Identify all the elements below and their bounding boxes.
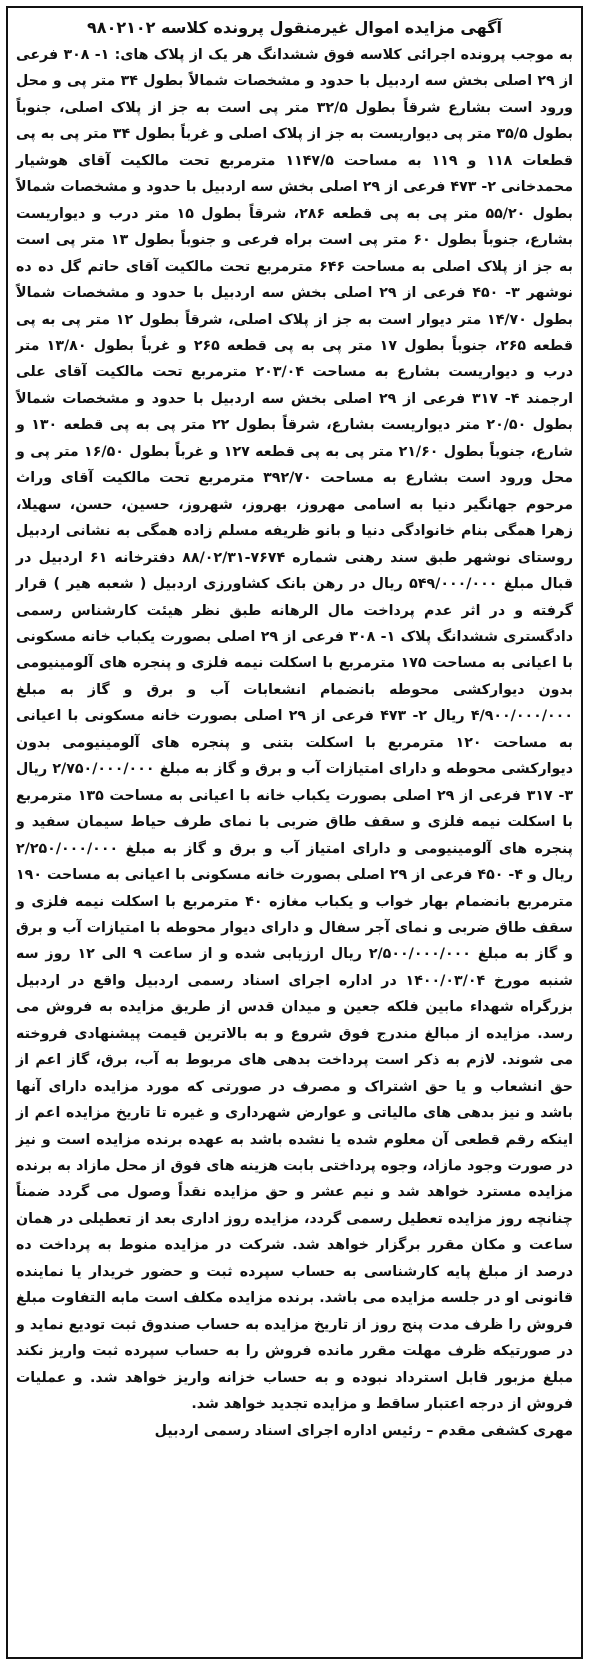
notice-title: آگهی مزایده اموال غیرمنقول پرونده کلاسه ۹۸۰۲۱۰۲ xyxy=(87,18,502,37)
auction-notice xyxy=(6,6,583,1659)
notice-body: به موجب پرونده اجرائی کلاسه فوق ششدانگ هر یک از پلاک های: ۱- ۳۰۸ فرعی از ۲۹ اصلی بخش سه اردبیل با حدود و مشخصات شمالاً بطول ۳۴ متر پی و محل ورود است بشارع شرقاً بطول ۳۲/۵ متر پی است به جز از پلاک اصلی، جنوباً بطول ۳۵/۵ متر پی دیواریست به جز از پلاک اصلی و غرباً بطول ۳۴ متر پی به پی قطعات ۱۱۸ و ۱۱۹ به مساحت ۱۱۴۷/۵ مترمربع تحت مالکیت آقای هوشیار محمدخانی ۲- ۴۷۳ فرعی از ۲۹ اصلی بخش سه اردبیل با حدود و مشخصات شمالاً بطول ۵۵/۲۰ متر پی به پی قطعه ۲۸۶، شرقاً بطول ۱۵ متر درب و دیواریست بشارع، جنوباً بطول ۶۰ متر پی است براه فرعی و جنوباً بطول ۱۳ متر پی است به جز از پلاک اصلی به مساحت ۶۴۶ مترمربع تحت مالکیت آقای حاتم گل ده ده نوشهر ۳- ۴۵۰ فرعی از ۲۹ اصلی بخش سه اردبیل با حدود و مشخصات شمالاً بطول ۱۴/۷۰ متر دیوار است به جز از پلاک اصلی، شرقاً بطول ۱۲ متر پی به پی قطعه ۲۶۵، جنوباً بطول ۱۷ متر پی به پی قطعه ۲۶۵ و غرباً بطول ۱۳/۸۰ متر درب و دیواریست بشارع به مساحت ۲۰۳/۰۴ مترمربع تحت مالکیت آقای علی ارجمند ۴- ۳۱۷ فرعی از ۲۹ اصلی بخش سه اردبیل با حدود و مشخصات شمالاً بطول ۲۰/۵۰ متر دیواریست بشارع، شرقاً بطول ۲۲ متر پی به پی قطعه ۱۳۰ و شارع، جنوباً بطول ۲۱/۶۰ متر پی به پی قطعه ۱۲۷ و غرباً بطول ۱۶/۵۰ متر پی و محل ورود است بشارع به مساحت ۳۹۲/۷۰ مترمربع تحت مالکیت آقای وراث مرحوم جهانگیر دنیا به اسامی مهروز، بهروز، شهروز، حسین، حسن، سهیلا، زهرا همگی بنام خانوادگی دنیا و بانو ظریفه مسلم زاده همگی به نشانی اردبیل روستای نوشهر طبق سند رهنی شماره ۷۶۷۴-۸۸/۰۲/۳۱ دفترخانه ۶۱ اردبیل در قبال مبلغ ۵۴۹/۰۰۰/۰۰۰ ریال در رهن بانک کشاورزی اردبیل ( شعبه هیر ) قرار گرفته و در اثر عدم پرداخت مال الرهانه طبق نظر هیئت کارشناس رسمی دادگستری ششدانگ پلاک ۱- ۳۰۸ فرعی از ۲۹ اصلی بصورت یکباب خانه مسکونی با اعیانی به مساحت ۱۷۵ مترمربع با اسکلت نیمه فلزی و پنجره های آلومینیومی بدون دیوارکشی محوطه بانضمام انشعابات آب و برق و گاز به مبلغ ۴/۹۰۰/۰۰۰/۰۰۰ ریال ۲- ۴۷۳ فرعی از ۲۹ اصلی بصورت خانه مسکونی با اعیانی به مساحت ۱۲۰ مترمربع با اسکلت بتنی و پنجره های آلومینیومی بدون دیوارکشی محوطه و دارای امتیازات آب و برق و گاز به مبلغ ۲/۷۵۰/۰۰۰/۰۰۰ ریال ۳- ۳۱۷ فرعی از ۲۹ اصلی بصورت یکباب خانه با اعیانی به مساحت ۱۳۵ مترمربع با اسکلت نیمه فلزی و سقف طاق ضربی با نمای طرف حیاط سیمان سفید و پنجره های آلومینیومی و دارای امتیاز آب و برق و گاز به مبلغ ۲/۲۵۰/۰۰۰/۰۰۰ ریال و ۴- ۴۵۰ فرعی از ۲۹ اصلی بصورت خانه مسکونی با اعیانی به مساحت ۱۹۰ مترمربع بانضمام بهار خواب و یکباب مغازه ۴۰ مترمربع با اسکلت نیمه فلزی و سقف طاق ضربی و نمای آجر سفال و دارای دیوار محوطه با امتیازات آب و برق و گاز به مبلغ ۲/۵۰۰/۰۰۰/۰۰۰ ریال ارزیابی شده و از ساعت ۹ الی ۱۲ روز سه شنبه مورخ ۱۴۰۰/۰۳/۰۴ در اداره اجرای اسناد رسمی اردبیل واقع در اردبیل بزرگراه شهداء مابین فلکه جعین و میدان قدس از طریق مزایده به فروش می رسد. مزایده از مبالغ مندرج فوق شروع و به بالاترین قیمت پیشنهادی فروخته می شوند. لازم به ذکر است پرداخت بدهی های مربوط به آب، برق، گاز اعم از حق انشعاب و یا حق اشتراک و مصرف در صورتی که مورد مزایده دارای آنها باشد و نیز بدهی های مالیاتی و عوارض شهرداری و غیره تا تاریخ مزایده اعم از اینکه رقم قطعی آن معلوم شده یا نشده باشد به عهده برنده مزایده است و نیز در صورت وجود مازاد، وجوه پرداختی بابت هزینه های فوق از محل مازاد به برنده مزایده مسترد خواهد شد و نیم عشر و حق مزایده نقداً وصول می گردد ضمناً چنانچه روز مزایده تعطیل رسمی گردد، مزایده روز اداری بعد از تعطیلی در همان ساعت و مکان مقرر برگزار خواهد شد. شرکت در مزایده منوط به پرداخت ده درصد از مبلغ پایه کارشناسی به حساب سپرده ثبت و حضور خریدار یا نماینده قانونی او در جلسه مزایده می باشد. برنده مزایده مکلف است مابه التفاوت مبلغ فروش را ظرف مدت پنج روز از تاریخ مزایده به حساب صندوق ثبت تودیع نماید و در صورتیکه ظرف مهلت مقرر مانده فروش را به حساب سپرده ثبت واریز نکند مبلغ مزبور قابل استرداد نبوده و به حساب خزانه واریز خواهد شد. و عملیات فروش از درجه اعتبار ساقط و مزایده تجدید خواهد شد. xyxy=(16,47,574,1413)
notice-signature: مهری کشفی مقدم – رئیس اداره اجرای اسناد رسمی اردبیل xyxy=(154,1422,573,1439)
